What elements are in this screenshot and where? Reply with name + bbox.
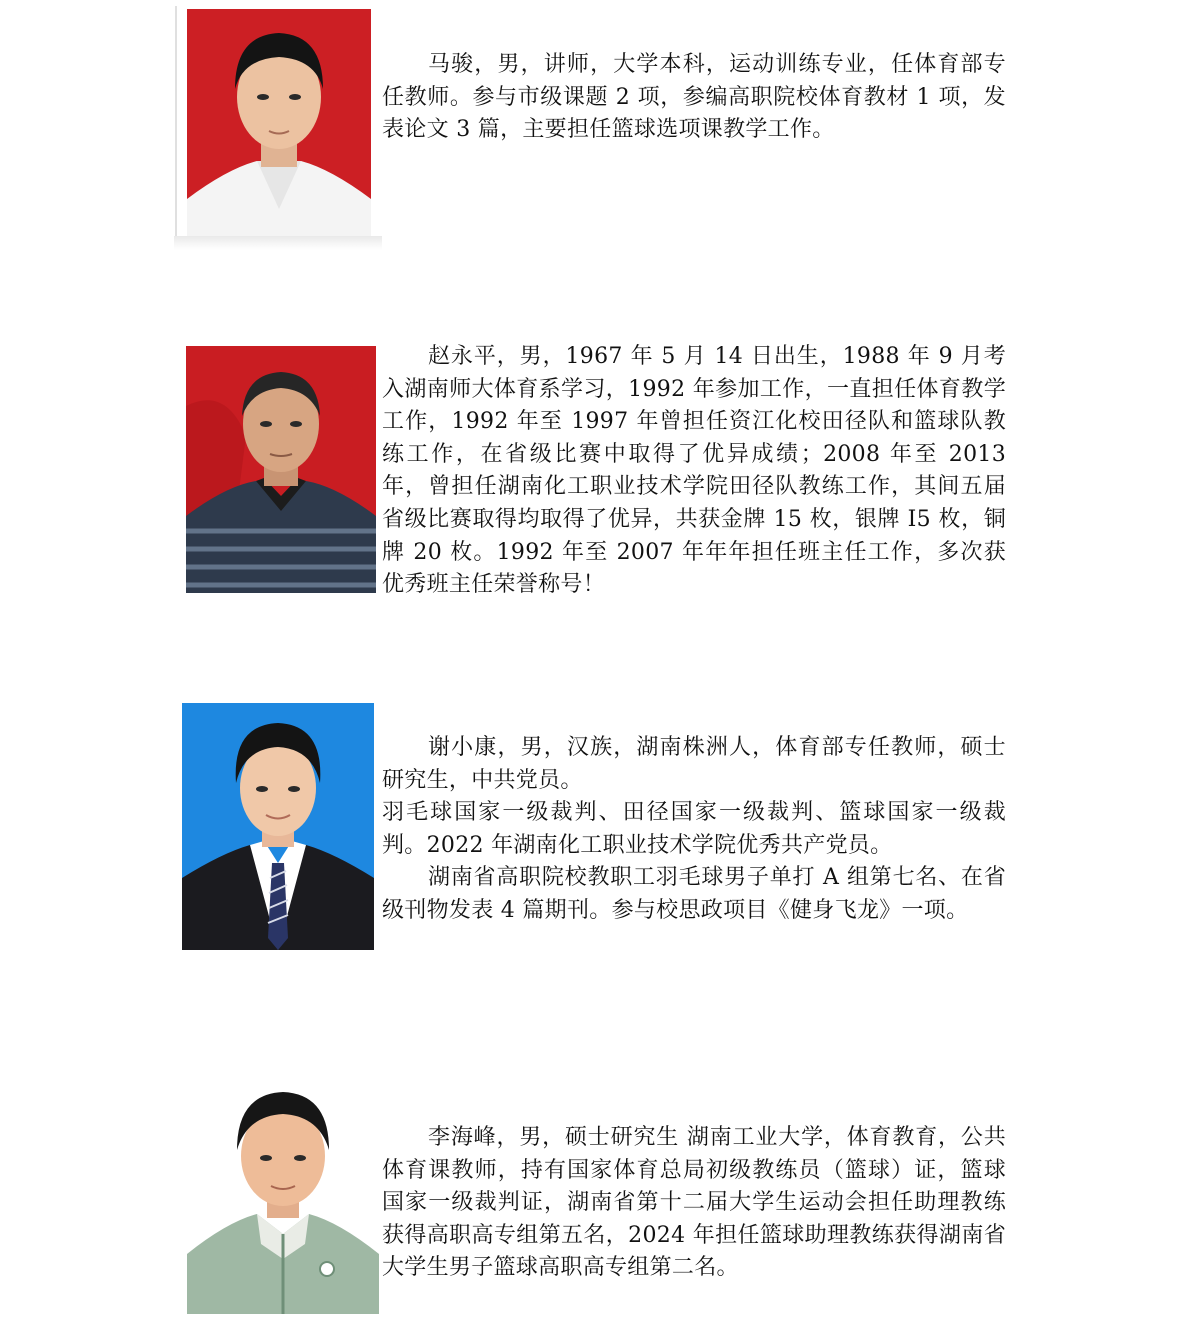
portrait-photo: [187, 9, 371, 238]
bio-paragraph: 谢小康，男，汉族，湖南株洲人，体育部专任教师，硕士研究生，中共党员。: [382, 735, 1006, 793]
scan-edge-bottom: [174, 236, 382, 250]
portrait-photo: [187, 1084, 379, 1314]
bio-text: [382, 1122, 1006, 1285]
bio-text: [382, 341, 1006, 602]
portrait-photo: [182, 703, 374, 950]
portrait-photo: [186, 346, 376, 593]
bio-text: [382, 732, 1006, 928]
bio-paragraph: 马骏，男，讲师，大学本科，运动训练专业，任体育部专任教师。参与市级课题 2 项，参编高职院校体育教材 1 项，发表论文 3 篇，主要担任篮球选项课教学工作。: [382, 52, 1006, 143]
bio-paragraph: 羽毛球国家一级裁判、田径国家一级裁判、篮球国家一级裁判。2022 年湖南化工职业技术学院优秀共产党员。: [382, 800, 1006, 858]
bio-paragraph: 湖南省高职院校教职工羽毛球男子单打 A 组第七名、在省级刊物发表 4 篇期刊。参与校思政项目《健身飞龙》一项。: [382, 865, 1006, 923]
bio-paragraph: 赵永平，男，1967 年 5 月 14 日出生，1988 年 9 月考入湖南师大体育系学习，1992 年参加工作，一直担任体育教学工作，1992 年至 1997 年曾担任资江化校田径队和篮球队教练工作，在省级比赛中取得了优异成绩；2008 年至 2013 年，曾担任湖南化工职业技术学院田径队教练工作，其间五届省级比赛取得均取得了优异，共获金牌 15 枚，银牌 I5 枚，铜牌 20 枚。1992 年至 2007 年年年担任班主任工作，多次获优秀班主任荣誉称号！: [382, 344, 1006, 598]
bio-text: [382, 49, 1006, 147]
bio-paragraph: 李海峰，男，硕士研究生 湖南工业大学，体育教育，公共体育课教师，持有国家体育总局初级教练员（篮球）证，篮球国家一级裁判证，湖南省第十二届大学生运动会担任助理教练获得高职高专组第五名，2024 年担任篮球助理教练获得湖南省大学生男子篮球高职高专组第二名。: [382, 1125, 1006, 1281]
scan-edge-left: [175, 6, 177, 246]
